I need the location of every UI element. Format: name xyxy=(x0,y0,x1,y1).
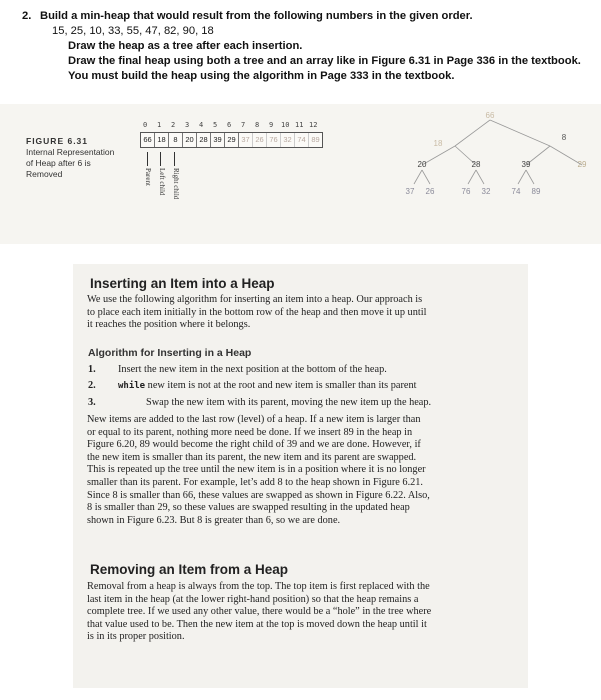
while-keyword: while xyxy=(118,381,146,391)
question-number: 2. xyxy=(22,10,32,22)
tree-node: 89 xyxy=(531,187,541,196)
text-line: complete tree. If we used any other value, there would be a “hole” in the tree where xyxy=(87,606,432,618)
algorithm-step-3 xyxy=(88,397,432,408)
parent-label: Parent xyxy=(144,168,152,186)
algorithm-step-1 xyxy=(88,364,387,375)
tree-node: 76 xyxy=(461,187,471,196)
array-cell: 20 xyxy=(183,133,197,147)
parent-arrow xyxy=(147,152,148,166)
array-cell: 18 xyxy=(155,133,169,147)
tree-node: 39 xyxy=(521,160,531,169)
remove-paragraph xyxy=(87,581,431,644)
text-line: New items are added to the last row (level) of a heap. If a new item is larger than xyxy=(87,414,421,425)
array-index: 0 xyxy=(143,121,148,129)
text-line: Figure 6.20, 89 would become the right child of 39 and we are done. However, if xyxy=(87,439,421,451)
algorithm-title: Algorithm for Inserting in a Heap xyxy=(88,347,252,359)
tree-node: 26 xyxy=(425,187,435,196)
text-line: Removal from a heap is always from the top. The top item is first replaced with the xyxy=(87,581,430,592)
array-index: 7 xyxy=(241,121,246,129)
array-index: 4 xyxy=(199,121,204,129)
array-cell: 66 xyxy=(141,133,155,147)
array-cell: 26 xyxy=(253,133,267,147)
textbook-excerpt xyxy=(73,264,528,688)
array-index: 6 xyxy=(227,121,232,129)
figure-caption-line: Internal Representation xyxy=(26,147,115,157)
heap-tree-diagram xyxy=(370,108,590,208)
text-line: or equal to its parent, nothing more need be done. If we insert 89 in the heap in xyxy=(87,426,413,438)
array-cell: 28 xyxy=(197,133,211,147)
right-child-label: Right child xyxy=(172,168,180,200)
array-index: 10 xyxy=(281,121,290,129)
array-cell: 8 xyxy=(169,133,183,147)
array-cell: 89 xyxy=(311,135,320,144)
figure-caption-line: of Heap after 6 is xyxy=(26,158,91,168)
tree-node: 20 xyxy=(417,160,427,169)
text-line: This is repeated up the tree until the new item is in a position where it is no longer xyxy=(87,464,426,476)
array-index: 9 xyxy=(269,121,274,129)
array-cell: 37 xyxy=(239,133,253,147)
text-line: that value used to be. Then the new item at the top is moved down the heap until it xyxy=(87,618,427,630)
step-text: Swap the new item with its parent, moving the new item up the heap. xyxy=(146,397,432,408)
tree-node: 74 xyxy=(511,187,521,196)
algorithm-step-2 xyxy=(88,380,417,391)
text-line: it reaches the position where it belongs. xyxy=(87,319,251,331)
array-cell: 76 xyxy=(267,133,281,147)
heading-inserting: Inserting an Item into a Heap xyxy=(90,276,275,291)
array-index: 11 xyxy=(295,121,304,129)
intro-paragraph xyxy=(87,294,426,332)
tree-node: 37 xyxy=(405,187,415,196)
step-text: new item is not at the root and new item is smaller than its parent xyxy=(145,380,417,391)
question-line-1: Build a min-heap that would result from the following numbers in the given order. xyxy=(40,10,473,22)
step-text: Insert the new item in the next position at the bottom of the heap. xyxy=(118,364,387,375)
question-line-5: You must build the heap using the algorithm in Page 333 in the textbook. xyxy=(68,70,455,82)
tree-node: 28 xyxy=(471,160,481,169)
step-number: 3. xyxy=(88,397,96,408)
step-number: 2. xyxy=(88,380,96,391)
array-cell: 74 xyxy=(295,133,309,147)
text-line: We use the following algorithm for inserting an item into a heap. Our approach is xyxy=(87,294,423,305)
tree-edges xyxy=(414,120,582,184)
question-line-4: Draw the final heap using both a tree and an array like in Figure 6.31 in Page 336 in the textbook. xyxy=(68,55,581,67)
figure-caption-line: Removed xyxy=(26,169,63,179)
text-line: the new item is smaller than its parent, the new item and its parent are swapped. xyxy=(87,451,417,463)
array-index: 12 xyxy=(309,121,318,129)
tree-node: 8 xyxy=(561,133,567,142)
figure-caption xyxy=(26,136,114,180)
question-numbers: 15, 25, 10, 33, 55, 47, 82, 90, 18 xyxy=(52,25,214,37)
left-child-label: Left child xyxy=(158,168,166,196)
array-cell: 29 xyxy=(225,133,239,147)
text-line: to place each item initially in the bottom row of the heap and then move it up until xyxy=(87,306,427,318)
heap-array xyxy=(140,132,323,148)
tree-node: 66 xyxy=(485,111,495,120)
heap-paragraph xyxy=(87,414,430,527)
text-line: 8 is smaller than 29, so these values are swapped resulting in the updated heap xyxy=(87,502,410,514)
array-index: 5 xyxy=(213,121,218,129)
array-cell: 39 xyxy=(211,133,225,147)
array-cell: 32 xyxy=(281,133,295,147)
text-line: last item in the heap (at the lower right-hand position) so that the heap remains a xyxy=(87,593,419,605)
heading-removing: Removing an Item from a Heap xyxy=(90,562,289,577)
left-child-arrow xyxy=(160,152,161,166)
array-index: 3 xyxy=(185,121,190,129)
array-index: 2 xyxy=(171,121,176,129)
array-index: 1 xyxy=(157,121,162,129)
step-number: 1. xyxy=(88,364,96,375)
text-line: is in its proper position. xyxy=(87,631,185,643)
array-index: 8 xyxy=(255,121,260,129)
text-line: smaller than its parent. For example, let’s add 8 to the heap shown in Figure 6.21. xyxy=(87,476,424,488)
right-child-arrow xyxy=(174,152,175,166)
tree-node: 18 xyxy=(433,139,443,148)
figure-title: FIGURE 6.31 xyxy=(26,136,89,146)
tree-node: 32 xyxy=(481,187,491,196)
question-line-3: Draw the heap as a tree after each insertion. xyxy=(68,40,303,52)
text-line: shown in Figure 6.23. But 8 is greater than 6, so we are done. xyxy=(87,514,341,526)
text-line: Since 8 is smaller than 66, these values are swapped as shown in Figure 6.22. Also, xyxy=(87,489,430,501)
tree-node: 29 xyxy=(577,160,587,169)
